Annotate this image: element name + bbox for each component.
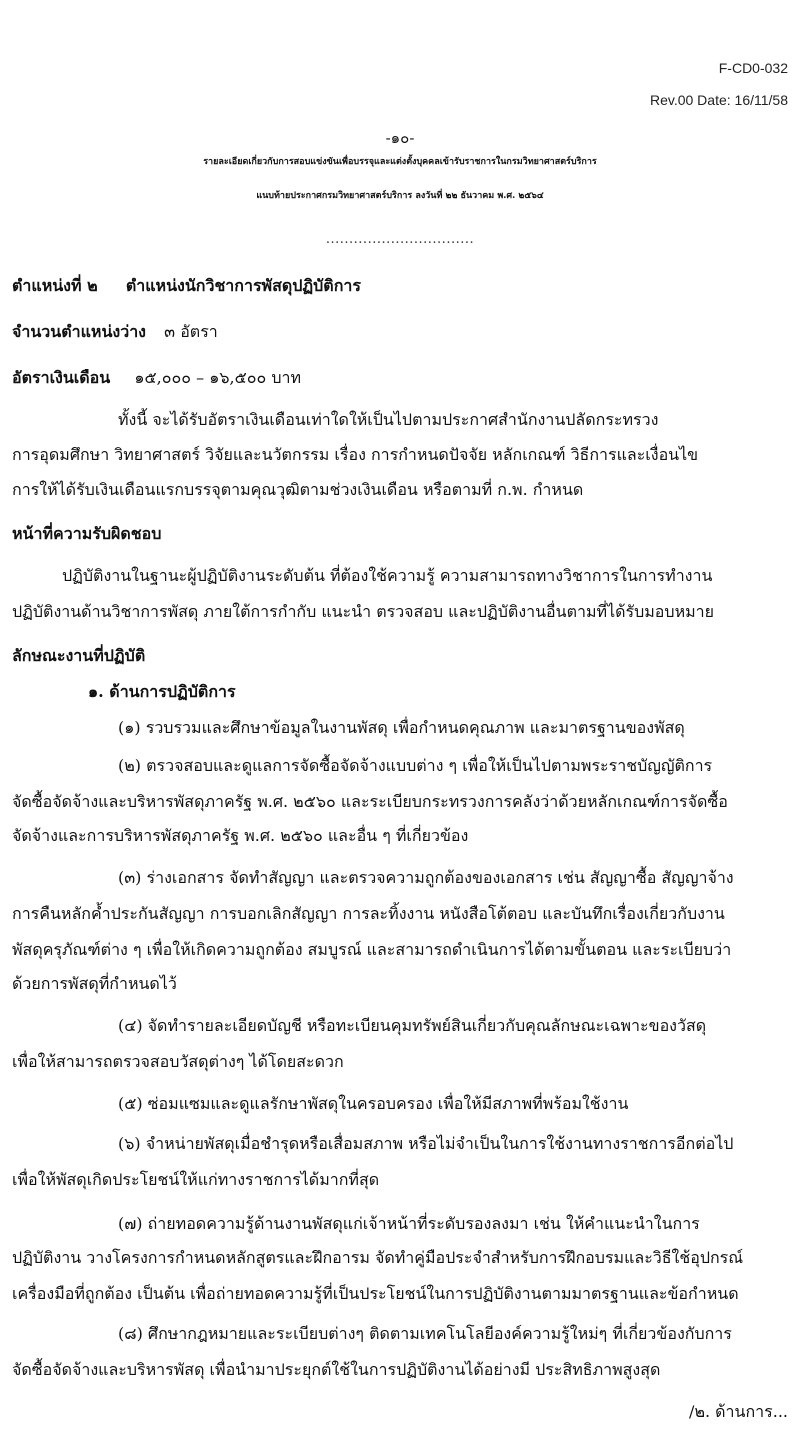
vacancy-row	[12, 320, 218, 345]
duty-item-7-line-1: (๗) ถ่ายทอดความรู้ด้านงานพัสดุแก่เจ้าหน้าที่ระดับรองลงมา เช่น ให้คำแนะนำในการ	[118, 1214, 700, 1233]
duty-item-8-line-1: (๘) ศึกษากฎหมายและระเบียบต่างๆ ติดตามเทคโนโลยีองค์ความรู้ใหม่ๆ ที่เกี่ยวข้องกับการ	[118, 1324, 732, 1343]
duty-item-3-line-4: ด้วยการพัสดุที่กำหนดไว้	[12, 974, 177, 993]
responsibility-line-2: ปฏิบัติงานด้านวิชาการพัสดุ ภายใต้การกำกับ แนะนำ ตรวจสอบ และปฏิบัติงานอื่นตามที่ได้รับมอบหมาย	[12, 602, 715, 621]
duty-item-4-line-1: (๔) จัดทำรายละเอียดบัญชี หรือทะเบียนคุมทรัพย์สินเกี่ยวกับคุณลักษณะเฉพาะของวัสดุ	[118, 1016, 707, 1035]
salary-row	[12, 366, 301, 391]
duty-item-2-line-1: (๒) ตรวจสอบและดูแลการจัดซื้อจัดจ้างแบบต่าง ๆ เพื่อให้เป็นไปตามพระราชบัญญัติการ	[118, 756, 713, 775]
duty-item-6-line-1: (๖) จำหน่ายพัสดุเมื่อชำรุดหรือเสื่อมสภาพ หรือไม่จำเป็นในการใช้งานทางราชการอีกต่อไป	[118, 1134, 734, 1153]
duties-heading: ลักษณะงานที่ปฏิบัติ	[12, 646, 146, 665]
responsibility-line-1: ปฏิบัติงานในฐานะผู้ปฏิบัติงานระดับต้น ที่ต้องใช้ความรู้ ความสามารถทางวิชาการในการทำงาน	[62, 566, 713, 585]
duties-section-1: ๑. ด้านการปฏิบัติการ	[88, 682, 236, 701]
duty-item-7-line-3: เครื่องมือที่ถูกต้อง เป็นต้น เพื่อถ่ายทอดความรู้ที่เป็นประโยชน์ในการปฏิบัติงานตามมาตรฐานและข้อกำหนด	[12, 1284, 739, 1303]
responsibility-heading: หน้าที่ความรับผิดชอบ	[12, 524, 162, 543]
document-code: F-CD0-032	[718, 60, 788, 76]
duty-item-2-line-2: จัดซื้อจัดจ้างและบริหารพัสดุภาครัฐ พ.ศ. ๒๕๖๐ และระเบียบกระทรวงการคลังว่าด้วยหลักเกณฑ์การจัดซื้อ	[12, 792, 728, 811]
duty-item-8-line-2: จัดซื้อจัดจ้างและบริหารพัสดุ เพื่อนำมาประยุกต์ใช้ในการปฏิบัติงานได้อย่างมี ประสิทธิภาพสูงสุด	[12, 1360, 661, 1379]
title-separator: ................................	[325, 232, 475, 247]
duty-item-2-line-3: จัดจ้างและการบริหารพัสดุภาครัฐ พ.ศ. ๒๕๖๐ และอื่น ๆ ที่เกี่ยวข้อง	[12, 826, 469, 845]
duty-item-4-line-2: เพื่อให้สามารถตรวจสอบวัสดุต่างๆ ได้โดยสะดวก	[12, 1052, 344, 1071]
salary-value: ๑๕,๐๐๐ – ๑๖,๕๐๐ บาท	[134, 368, 302, 387]
page-number: -๑๐-	[385, 129, 415, 147]
continuation-marker: /๒. ด้านการ...	[689, 1402, 788, 1421]
salary-label: อัตราเงินเดือน	[12, 368, 111, 387]
duty-item-7-line-2: ปฏิบัติงาน วางโครงการกำหนดหลักสูตรและฝึกอารม จัดทำคู่มือประจำสำหรับการฝึกอบรมและวิธีใช้อุปกรณ์	[12, 1248, 744, 1267]
duty-item-3-line-1: (๓) ร่างเอกสาร จัดทำสัญญา และตรวจความถูกต้องของเอกสาร เช่น สัญญาซื้อ สัญญาจ้าง	[118, 868, 734, 887]
position-label	[12, 274, 361, 299]
duty-item-3-line-3: พัสดุครุภัณฑ์ต่าง ๆ เพื่อให้เกิดความถูกต้อง สมบูรณ์ และสามารถดำเนินการได้ตามขั้นตอน และระเบียบว่า	[12, 940, 732, 959]
duty-item-3-line-2: การคืนหลักค้ำประกันสัญญา การบอกเลิกสัญญา การละทิ้งงาน หนังสือโต้ตอบ และบันทึกเรื่องเกี่ยวกับงาน	[12, 904, 725, 923]
document-title-line-1: รายละเอียดเกี่ยวกับการสอบแข่งขันเพื่อบรรจุและแต่งตั้งบุคคลเข้ารับราชการในกรมวิทยาศาสตร์บริการ	[203, 157, 597, 167]
salary-note-line-3: การให้ได้รับเงินเดือนแรกบรรจุตามคุณวุฒิตามช่วงเงินเดือน หรือตามที่ ก.พ. กำหนด	[12, 480, 584, 499]
position-name: ตำแหน่งนักวิชาการพัสดุปฏิบัติการ	[125, 276, 361, 295]
salary-note-line-2: การอุดมศึกษา วิทยาศาสตร์ วิจัยและนวัตกรรม เรื่อง การกำหนดปัจจัย หลักเกณฑ์ วิธีการและเงื่อนไข	[12, 445, 699, 464]
vacancy-label: จำนวนตำแหน่งว่าง	[12, 322, 146, 341]
position-number: ตำแหน่งที่ ๒	[12, 276, 98, 295]
salary-note-line-1: ทั้งนี้ จะได้รับอัตราเงินเดือนเท่าใดให้เป็นไปตามประกาศสำนักงานปลัดกระทรวง	[118, 410, 659, 429]
document-revision: Rev.00 Date: 16/11/58	[649, 92, 788, 108]
duty-item-6-line-2: เพื่อให้พัสดุเกิดประโยชน์ให้แก่ทางราชการได้มากที่สุด	[12, 1170, 380, 1189]
duty-item-5-line-1: (๕) ซ่อมแซมและดูแลรักษาพัสดุในครอบครอง เพื่อให้มีสภาพที่พร้อมใช้งาน	[118, 1094, 629, 1113]
document-title-line-2: แนบท้ายประกาศกรมวิทยาศาสตร์บริการ ลงวันที่ ๒๒ ธันวาคม พ.ศ. ๒๕๖๔	[256, 191, 544, 201]
vacancy-value: ๓ อัตรา	[164, 322, 218, 341]
duty-item-1-line-1: (๑) รวบรวมและศึกษาข้อมูลในงานพัสดุ เพื่อกำหนดคุณภาพ และมาตรฐานของพัสดุ	[118, 718, 685, 737]
